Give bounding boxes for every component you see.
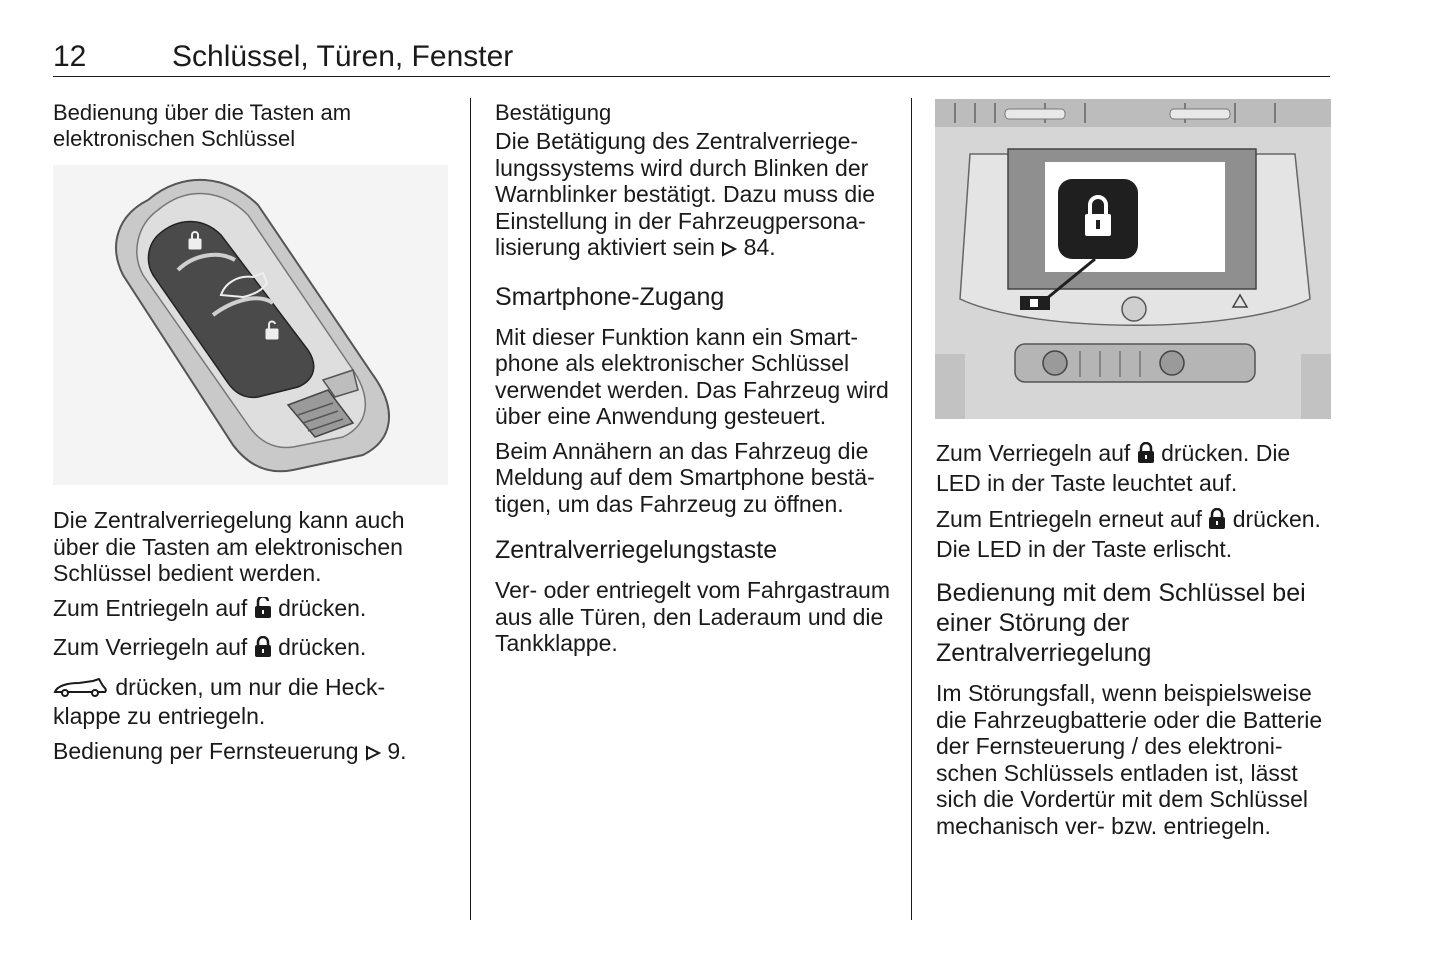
dashboard-lock-button-illustration <box>935 99 1331 419</box>
lock-text-post: drücken. <box>278 634 367 660</box>
section-heading-key-buttons: Bedienung über die Tasten am elektronischen Schlüssel <box>53 100 352 151</box>
fault-operation-text: Im Störungsfall, wenn beispielsweise die Fahrzeugbatterie oder die Batterie der Fernsteuerung / des elektronischen Schlüssels entladen ist, lässt sich die Vordertür mit dem Schlüssel mechanisch ver- bzw. entriegeln. <box>936 680 1323 839</box>
smartphone-access-text-2: Beim Annähern an das Fahrzeug die Meldung auf dem Smartphone bestätigen, um das Fahrzeug zu öffnen. <box>495 437 875 517</box>
smartphone-access-heading: Smartphone-Zugang <box>495 282 725 311</box>
smartphone-access-text-1: Mit dieser Funktion kann ein Smartphone als elektronischer Schlüssel verwendet werden. Das Fahrzeug wird über eine Anwendung gesteuert. <box>495 323 889 429</box>
central-locking-description: Die Zentralverriegelung kann auch über die Tasten am elektronischen Schlüssel bedient werden. <box>53 507 405 586</box>
lock-led-text-pre: Zum Verriegeln auf <box>936 440 1131 466</box>
remote-reference <box>53 738 438 768</box>
chapter-title: Schlüssel, Türen, Fenster <box>172 40 514 73</box>
confirmation-text <box>495 128 895 264</box>
lock-text-pre: Zum Verriegeln auf <box>53 634 248 660</box>
car-tailgate-icon <box>53 677 109 704</box>
fault-operation-heading: Bedienung mit dem Schlüssel bei einer Störung der Zentralverriegelung <box>936 579 1306 667</box>
right-column-body <box>936 440 1336 847</box>
confirmation-heading: Bestätigung <box>495 100 612 125</box>
remote-text: Bedienung per Fernsteuerung <box>53 737 359 764</box>
unlock-text-pre: Zum Entriegeln auf <box>53 594 248 621</box>
remote-ref-page: 9. <box>387 737 407 764</box>
lock-led-instruction <box>936 440 1336 496</box>
middle-column <box>495 100 895 665</box>
page-reference-arrow-icon <box>365 741 381 768</box>
lock-icon <box>254 636 272 664</box>
page-reference-arrow-icon <box>721 237 737 264</box>
confirmation-ref-page: 84. <box>743 234 776 260</box>
lock-icon <box>1137 442 1155 470</box>
header-divider <box>53 76 1330 77</box>
unlock-icon <box>254 597 272 625</box>
unlock-led-instruction <box>936 506 1336 562</box>
unlock-text-post: drücken. <box>278 594 367 621</box>
unlock-led-text-pre: Zum Entriegeln erneut auf <box>936 506 1202 532</box>
left-column <box>53 100 433 160</box>
lock-led-text-post: drücken. Die LED in der Taste leuchtet auf. <box>936 440 1291 496</box>
column-divider-right <box>911 98 912 920</box>
column-divider-left <box>470 98 471 920</box>
lock-icon <box>1208 508 1226 536</box>
central-locking-button-heading: Zentralverriegelungstaste <box>495 536 778 564</box>
tailgate-instruction <box>53 674 438 730</box>
lock-instruction <box>53 634 438 664</box>
central-locking-button-text: Ver- oder entriegelt vom Fahrgastraum aus alle Türen, den Laderaum und die Tankklappe. <box>495 577 891 656</box>
confirmation-body: Die Betätigung des Zentralverriegelungssystems wird durch Blinken der Warnblinker bestätigt. Dazu muss die Einstellung in der Fahrzeugpersonalisierung aktiviert sein <box>495 128 876 260</box>
unlock-instruction <box>53 595 438 625</box>
left-column-body <box>53 507 438 775</box>
tailgate-text: drücken, um nur die Heckklappe zu entriegeln. <box>53 673 386 729</box>
key-fob-illustration <box>53 165 448 485</box>
unlock-led-text-post: drücken. Die LED in der Taste erlischt. <box>936 506 1321 562</box>
page-number: 12 <box>53 40 87 73</box>
